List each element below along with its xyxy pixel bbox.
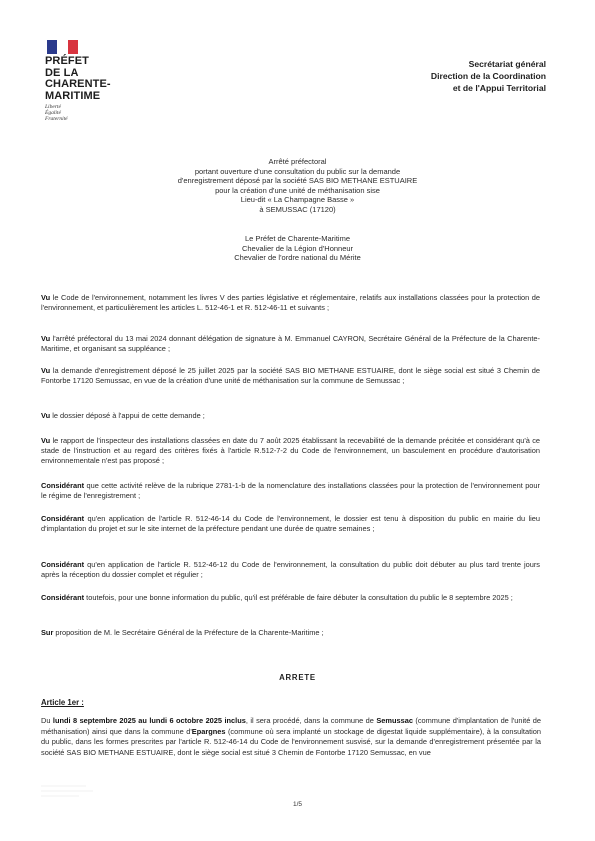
prefect-line: Chevalier de l'ordre national du Mérite: [234, 253, 361, 263]
recital: [41, 334, 540, 354]
recital-text: qu'en application de l'article R. 512-46-14 du Code de l'environnement, le dossier est tenu à disposition du public en mairie du lieu d'implantation du projet et sur le site internet de la préfecture pendant une durée de quatre semaines ;: [41, 514, 540, 534]
page-number: 1/5: [292, 801, 303, 808]
recital-lead: Considérant: [41, 514, 85, 523]
motto-line: Liberté: [45, 104, 61, 110]
recital-text: proposition de M. le Secrétaire Général de la Préfecture de la Charente-Maritime ;: [53, 628, 324, 637]
article-segment-bold: Epargnes: [191, 726, 226, 736]
motto-line: Égalité: [45, 110, 61, 116]
prefecture-name-line: MARITIME: [45, 89, 101, 102]
recital-text: la demande d'enregistrement déposé le 25 juillet 2025 par la société SAS BIO METHANE ESTUAIRE, dont le siège social est situé 3 Chemin de Fontorbe 17120 Semussac, en vue de la création d'une unité de méthanisation sur la commune de Semussac ;: [41, 366, 540, 386]
recital: [41, 514, 540, 534]
recital: [41, 411, 540, 421]
decree-heading: ARRETE: [279, 673, 316, 682]
decree-title-line: Lieu-dit « La Champagne Basse »: [240, 195, 355, 205]
recital-text: que cette activité relève de la rubrique 2781-1-b de la nomenclature des installations classées pour la protection de l'environnement pour le régime de l'enregistrement ;: [41, 481, 540, 501]
article-segment-bold: Semussac: [376, 716, 413, 725]
motto-line: Fraternité: [45, 116, 68, 122]
recital-lead: Sur: [41, 628, 54, 637]
recital-lead: Considérant: [41, 481, 85, 490]
recital: [41, 293, 540, 313]
recital-lead: Considérant: [41, 593, 85, 602]
recital-text: le Code de l'environnement, notamment les livres V des parties législative et réglementaire, relatifs aux installations classées pour la protection de l'environnement, et particulièrement les articles L. 512-46-1 et R. 512-46-11 et suivants ;: [41, 293, 540, 313]
prefect-line: Le Préfet de Charente-Maritime: [244, 234, 351, 243]
prefecture-name-line: CHARENTE-: [45, 78, 111, 90]
decree-title-line: portant ouverture d'une consultation du public sur la demande: [194, 166, 401, 176]
recital: [41, 593, 540, 603]
recital-lead: Vu: [41, 366, 51, 375]
prefecture-name: [45, 56, 155, 102]
issuing-service-line: Secrétariat général: [468, 59, 546, 69]
issuing-service-line: et de l'Appui Territorial: [452, 83, 546, 93]
recital: [41, 560, 540, 580]
prefecture-name-line: PRÉFET: [45, 55, 89, 67]
prefecture-name-line: DE LA: [45, 66, 79, 79]
recital-text: l'arrêté préfectoral du 13 mai 2024 donnant délégation de signature à M. Emmanuel CAYRON, Secrétaire Général de la Préfecture de la Charente-Maritime, et organisant sa suppléance ;: [41, 334, 540, 354]
recital-lead: Vu: [41, 411, 51, 420]
issuing-service: [431, 58, 546, 94]
republic-motto: [45, 104, 155, 122]
recital: [41, 436, 540, 467]
recital-text: toutefois, pour une bonne information du public, qu'il est préférable de faire débuter la consultation du public le 8 septembre 2025 ;: [84, 593, 513, 602]
article-segment: , il sera procédé, dans la commune de: [245, 716, 377, 725]
recital-lead: Vu: [41, 436, 51, 445]
decree-title-line: d'enregistrement déposé par la société SAS BIO METHANE ESTUAIRE: [177, 176, 418, 186]
recital-text: le rapport de l'inspecteur des installations classées en date du 7 août 2025 établissant la recevabilité de la demande précitée et considérant qu'à ce stade de l'instruction et au regard des critères fixés à l'article R.512-7-2 du Code de l'environnement, un basculement en procédure d'autorisation environnementale n'est pas proposé ;: [41, 436, 540, 466]
issuing-service-line: Direction de la Coordination: [430, 71, 546, 81]
article-segment: Du: [41, 716, 53, 725]
recital-lead: Vu: [41, 334, 51, 343]
recital-text: qu'en application de l'article R. 512-46-12 du Code de l'environnement, la consultation du public doit débuter au plus tard trente jours après la réception du dossier complet et régulier ;: [41, 560, 540, 580]
scan-artifact: [41, 782, 101, 802]
decree-title-line: pour la création d'une unité de méthanisation sise: [215, 185, 380, 195]
marianne-flag-icon: [47, 40, 78, 54]
recital: [41, 628, 540, 638]
prefecture-logo: [45, 40, 155, 122]
decree-title: [140, 157, 455, 215]
decree-title-line: Arrêté préfectoral: [268, 157, 327, 166]
recital-text: le dossier déposé à l'appui de cette demande ;: [50, 411, 205, 420]
recital: [41, 481, 540, 501]
decree-title-line: à SEMUSSAC (17120): [259, 204, 336, 214]
article-segment-bold: lundi 8 septembre 2025 au lundi 6 octobre 2025 inclus: [52, 716, 246, 725]
article-body: [41, 716, 541, 758]
article-title: Article 1er :: [41, 698, 84, 707]
recital: [41, 366, 540, 386]
recital-lead: Considérant: [41, 560, 85, 569]
recital-lead: Vu: [41, 293, 51, 302]
article-segment: (commune où sera implanté un stockage de digestat liquide supplémentaire), à la consultation du public, dans les formes prescrites par l'article R. 512-46-14 du Code de l'environnement susvisé, sur la demande d'enregistrement présentée par la société SAS BIO METHANE ESTUAIRE, dont le siège social est situé 3 Chemin de Fontorbe 17120 Semussac, en vue: [41, 726, 542, 757]
article-segment: (commune d'implantation de l'unité de méthanisation) ainsi que dans la commune d': [41, 716, 541, 736]
prefect-line: Chevalier de la Légion d'Honneur: [241, 243, 354, 253]
prefect-signatory: [140, 234, 455, 263]
